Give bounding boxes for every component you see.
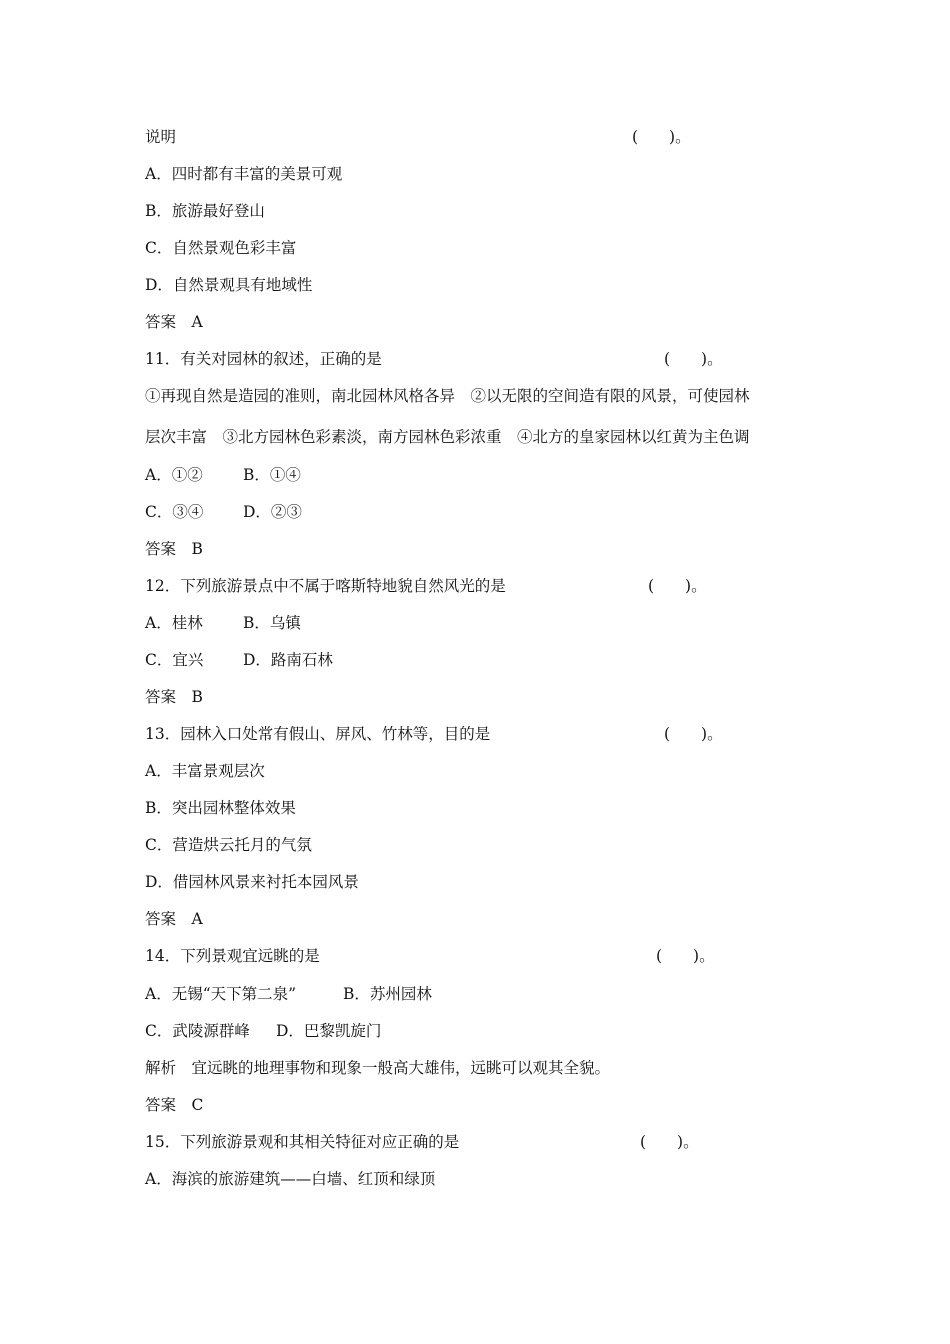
q15-answer-blank: ( )。 xyxy=(640,1133,699,1151)
q11-option-b: B．①④ xyxy=(243,466,301,484)
q11-option-d: D．②③ xyxy=(243,503,302,521)
q13-answer-blank: ( )。 xyxy=(664,725,723,743)
q12-stem: 12．下列旅游景点中不属于喀斯特地貌自然风光的是 xyxy=(145,577,506,595)
q14-option-d: D．巴黎凯旋门 xyxy=(276,1022,382,1040)
q14-analysis: 解析 宜远眺的地理事物和现象一般高大雄伟，远眺可以观其全貌。 xyxy=(145,1059,611,1077)
q10-answer-blank: ( )。 xyxy=(632,128,691,146)
q12-option-c: C．宜兴 xyxy=(145,651,204,669)
q11-option-a: A．①② xyxy=(145,466,203,484)
q12-answer-blank: ( )。 xyxy=(648,577,707,595)
q10-option-d: D．自然景观具有地域性 xyxy=(145,276,313,294)
q11-answer-blank: ( )。 xyxy=(664,350,723,368)
q11-answer: 答案 B xyxy=(145,540,203,558)
q14-option-a: A．无锡“天下第二泉” xyxy=(145,985,297,1003)
q15-option-a: A．海滨的旅游建筑——白墙、红顶和绿顶 xyxy=(145,1170,436,1188)
q13-answer: 答案 A xyxy=(145,910,203,928)
q12-answer: 答案 B xyxy=(145,688,203,706)
q11-stem: 11．有关对园林的叙述，正确的是 xyxy=(145,350,382,368)
q14-answer-blank: ( )。 xyxy=(656,947,715,965)
q11-statement-line-2: 层次丰富 ③北方园林色彩素淡，南方园林色彩浓重 ④北方的皇家园林以红黄为主色调 xyxy=(145,428,750,446)
q13-stem: 13．园林入口处常有假山、屏风、竹林等，目的是 xyxy=(145,725,491,743)
q12-option-b: B．乌镇 xyxy=(243,614,301,632)
q13-option-c: C．营造烘云托月的气氛 xyxy=(145,836,312,854)
q12-option-d: D．路南石林 xyxy=(243,651,333,669)
q14-stem: 14．下列景观宜远眺的是 xyxy=(145,947,320,965)
q10-option-c: C．自然景观色彩丰富 xyxy=(145,239,297,257)
q13-option-d: D．借园林风景来衬托本园风景 xyxy=(145,873,359,891)
q14-option-b: B．苏州园林 xyxy=(343,985,432,1003)
q10-option-a: A．四时都有丰富的美景可观 xyxy=(145,165,343,183)
q10-answer: 答案 A xyxy=(145,313,203,331)
q12-option-a: A．桂林 xyxy=(145,614,203,632)
q15-stem: 15．下列旅游景观和其相关特征对应正确的是 xyxy=(145,1133,460,1151)
q10-option-b: B．旅游最好登山 xyxy=(145,202,265,220)
q14-option-c: C．武陵源群峰 xyxy=(145,1022,250,1040)
q13-option-b: B．突出园林整体效果 xyxy=(145,799,296,817)
q11-statement-line-1: ①再现自然是造园的准则，南北园林风格各异 ②以无限的空间造有限的风景，可使园林 xyxy=(145,387,750,405)
q14-answer: 答案 C xyxy=(145,1096,204,1114)
q11-option-c: C．③④ xyxy=(145,503,204,521)
q10-stem: 说明 xyxy=(145,128,177,146)
q13-option-a: A．丰富景观层次 xyxy=(145,762,265,780)
